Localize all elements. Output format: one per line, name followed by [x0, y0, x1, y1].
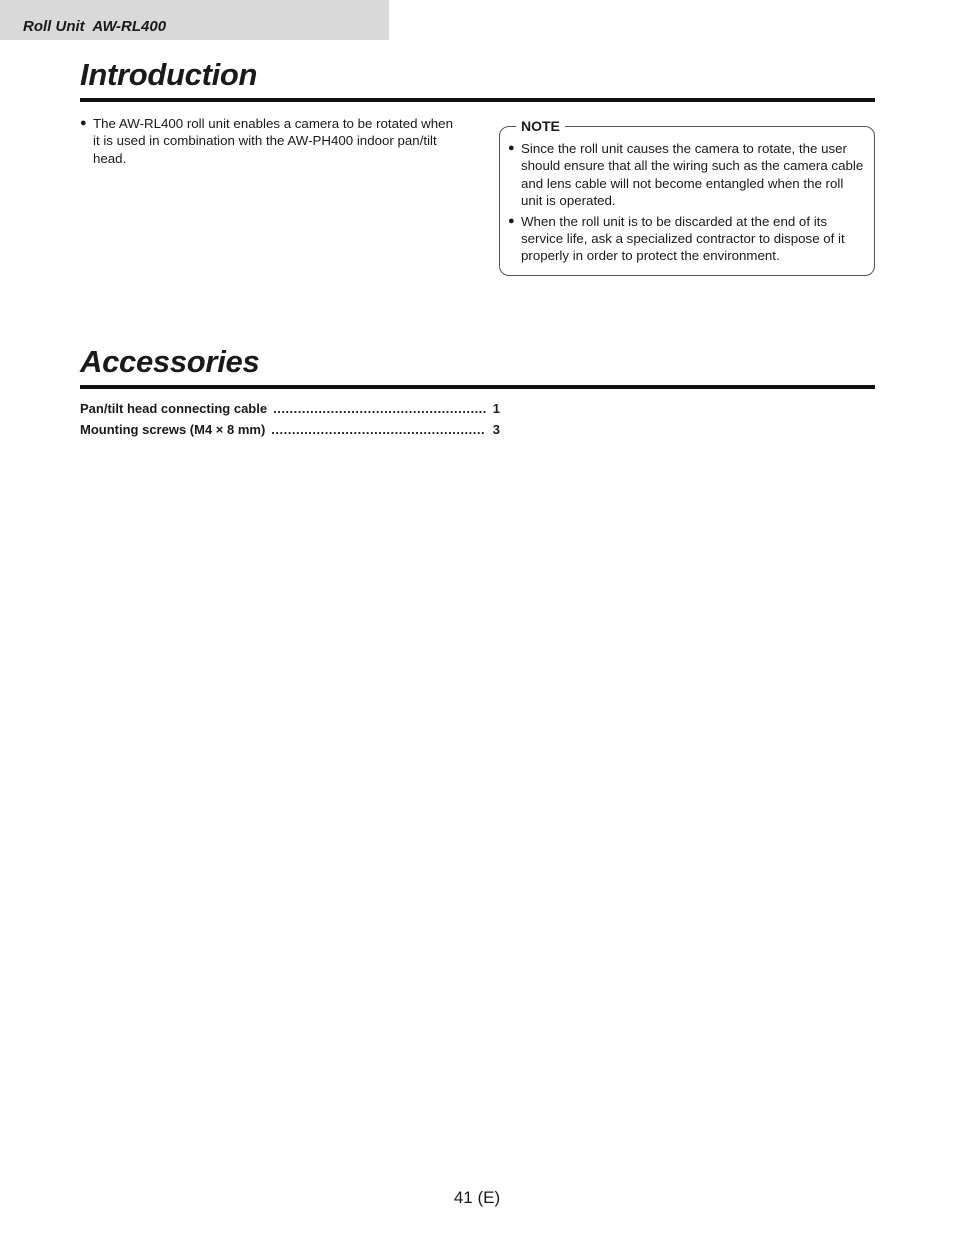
accessory-name: Mounting screws (M4 × 8 mm): [80, 422, 266, 437]
note-label: NOTE: [516, 117, 565, 135]
introduction-title: Introduction: [80, 57, 258, 92]
accessory-row: [80, 422, 500, 443]
header-tab-text: Roll Unit AW-RL400: [23, 18, 167, 35]
note-box: [499, 118, 875, 276]
note-item: [508, 213, 868, 265]
note-list: [508, 140, 868, 268]
bullet-icon: ●: [508, 142, 515, 154]
accessories-title: Accessories: [80, 344, 260, 379]
introduction-rule: [80, 98, 875, 102]
bullet-icon: ●: [80, 117, 87, 129]
accessories-list: [80, 401, 500, 443]
accessory-row: [80, 401, 500, 422]
bullet-icon: ●: [508, 214, 515, 227]
accessory-name: Pan/tilt head connecting cable: [80, 401, 268, 416]
note-item-text: Since the roll unit causes the camera to rotate, the user should ensure that all the wiring such as the camera cable and lens cable will not become entangled when the roll unit is operated.: [521, 141, 864, 209]
header-tab: [0, 0, 389, 40]
intro-bullet-text: The AW-RL400 roll unit enables a camera to be rotated when it is used in combination with the AW-PH400 indoor pan/tilt head.: [93, 116, 453, 166]
introduction-body: [80, 115, 460, 167]
accessory-leader-dots: ....................................................: [273, 401, 487, 416]
intro-bullet-item: [80, 115, 460, 167]
page-number: 41 (E): [453, 1188, 501, 1207]
accessory-leader-dots: ....................................................: [271, 422, 486, 437]
note-item-text: When the roll unit is to be discarded at the end of its service life, ask a specialized contractor to dispose of it properly in order to protect the environment.: [521, 213, 845, 264]
accessories-rule: [80, 385, 875, 389]
accessory-quantity: 1: [492, 401, 500, 416]
note-item: [508, 140, 868, 210]
accessory-quantity: 3: [492, 422, 500, 437]
